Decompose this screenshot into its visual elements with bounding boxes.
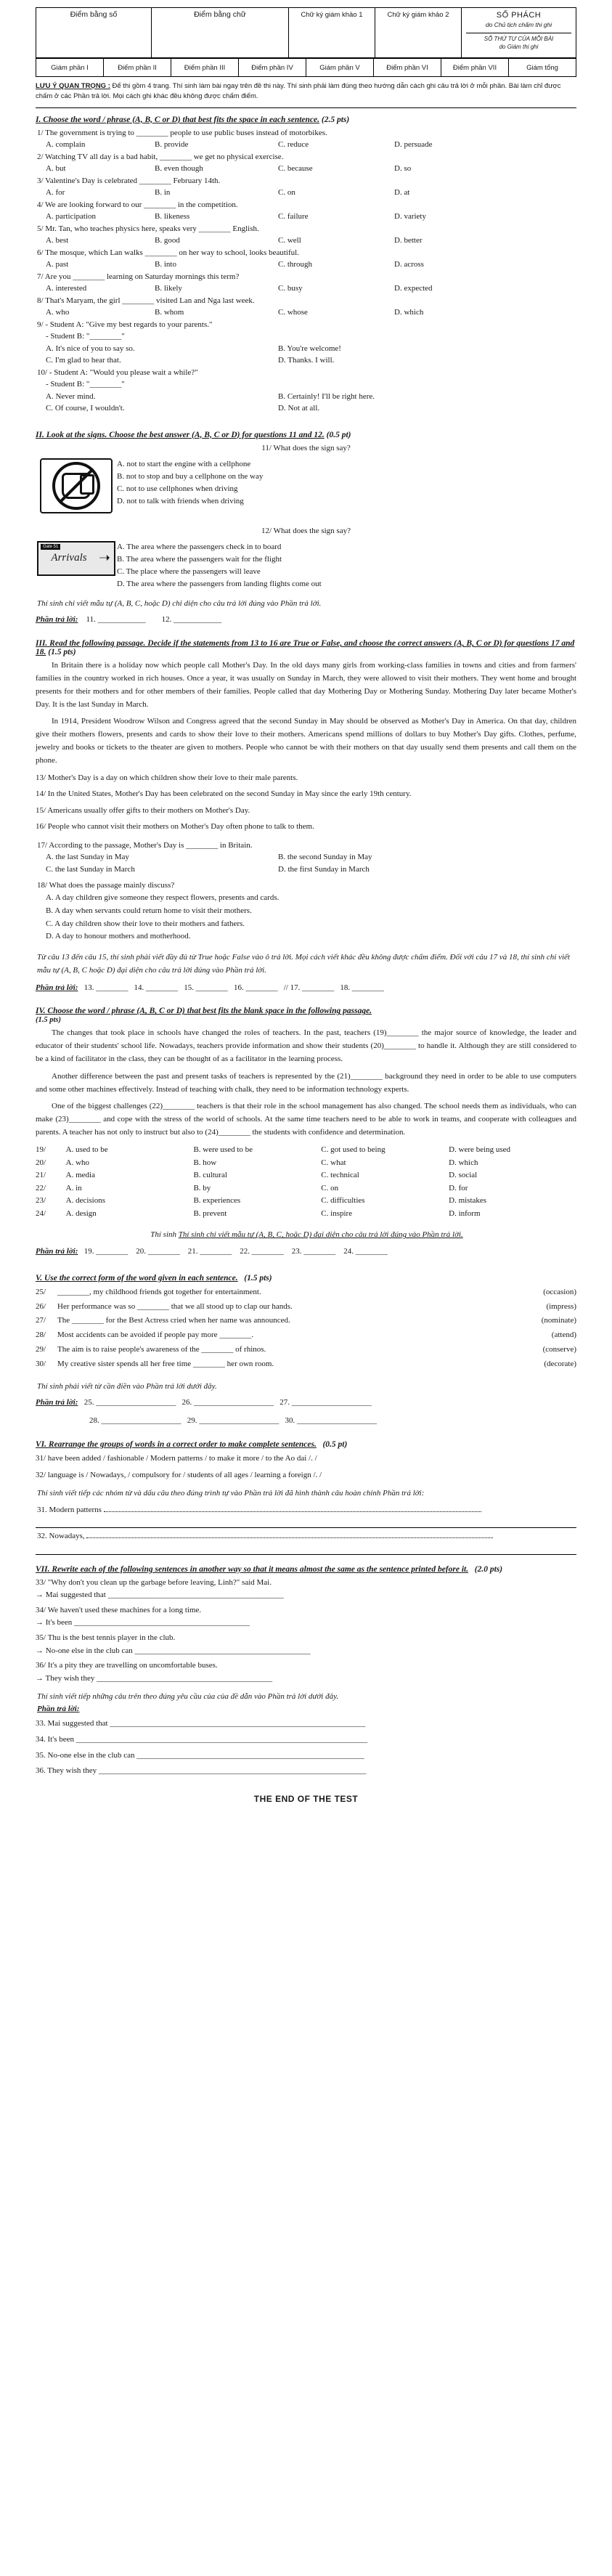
option-d[interactable]: D. better <box>394 236 423 245</box>
option-d[interactable]: D. Not at all. <box>278 404 320 413</box>
answer-30[interactable]: 30. ____________________ <box>285 1416 377 1426</box>
rewrite-item-33: 33/ "Why don't you clean up the garbage before leaving, Linh?" said Mai. <box>36 1577 272 1587</box>
section-2-points: (0.5 pt) <box>326 430 351 439</box>
answer-11[interactable]: 11. ____________ <box>86 615 146 625</box>
answer-28[interactable]: 28. ____________________ <box>89 1416 181 1426</box>
option-c[interactable]: C. the last Sunday in March <box>46 864 135 874</box>
section-6-heading: VI. Rearrange the groups of words in a correct order to make complete sentences. <box>36 1440 317 1450</box>
option-d[interactable]: D. Thanks. I will. <box>278 356 335 365</box>
answer-16[interactable]: 16. ________ <box>233 983 278 992</box>
option-a[interactable]: A. complain <box>46 140 86 150</box>
given-word: (occasion) <box>543 1287 576 1296</box>
option-b[interactable]: B. provide <box>155 140 189 150</box>
sentence: My creative sister spends all her free time ________ her own room. <box>57 1359 274 1368</box>
question-12-block <box>36 541 576 590</box>
question-9-options-row1 <box>36 343 576 355</box>
section-1-heading: I. Choose the word / phrase (A, B, C or D) that best fits the space in each sentence. <box>36 115 320 124</box>
given-word: (nominate) <box>541 1316 576 1325</box>
option-c[interactable]: C. technical <box>321 1171 359 1180</box>
score-header-table <box>36 7 576 58</box>
arrivals-sign-icon <box>36 541 117 576</box>
row-number: 27/ <box>36 1316 46 1325</box>
answer-blank-32[interactable] <box>86 1537 493 1538</box>
question-18-options <box>36 892 576 943</box>
question-4: 4/ We are looking forward to our ________ in the competition. <box>37 200 238 209</box>
option-a[interactable]: A. decisions <box>65 1196 106 1206</box>
statement-14[interactable]: 14/ In the United States, Mother's Day has been celebrated on the second Sunday in May since the early 19th century. <box>36 789 412 799</box>
answer-19[interactable]: 19. ________ <box>83 1246 128 1256</box>
option-a[interactable]: A. design <box>65 1208 97 1218</box>
question-11-text: 11/ What does the sign say? <box>261 443 351 452</box>
section-4-points: (1.5 pts) <box>36 1016 61 1025</box>
section-5-title <box>36 1274 576 1283</box>
answer-21[interactable]: 21. ________ <box>187 1246 232 1256</box>
option-d[interactable]: D. inform <box>449 1208 481 1218</box>
section-3-answer-row <box>36 980 576 996</box>
word-form-row-26 <box>36 1300 576 1315</box>
answer-label: Phần trả lời: <box>36 615 78 625</box>
option-d[interactable]: D. across <box>394 260 424 269</box>
statement-16[interactable]: 16/ People who cannot visit their mothers on Mother's Day often phone to talk to them. <box>36 822 314 832</box>
phach-title: SỐ PHÁCH <box>496 11 542 20</box>
section-7-answer-34[interactable]: 34. It's been _________________________________________________________________________ <box>36 1735 368 1744</box>
option-b[interactable]: B. The area where the passengers wait for the flight <box>117 554 282 564</box>
option-d[interactable]: D. mistakes <box>449 1196 487 1206</box>
section-2-title <box>36 431 576 439</box>
option-c[interactable]: C. A day children show their love to their mothers and fathers. <box>46 919 245 928</box>
question-8: 8/ That's Maryam, the girl ________ visited Lan and Nga last week. <box>37 296 255 305</box>
rewrite-item-35: 35/ Thu is the best tennis player in the club. <box>36 1633 176 1643</box>
score-cell-7: Điểm phần VII <box>441 59 509 77</box>
option-a[interactable]: A. Never mind. <box>46 391 96 401</box>
section-4-answer-row <box>36 1244 576 1259</box>
section-7-answer-label: Phần trả lời: <box>37 1704 80 1713</box>
question-18-text: 18/ What does the passage mainly discuss? <box>37 881 175 890</box>
option-b[interactable]: B. in <box>155 188 171 198</box>
answer-20[interactable]: 20. ________ <box>136 1246 180 1256</box>
row-number: 29/ <box>36 1345 46 1354</box>
score-words-cell <box>152 8 289 58</box>
option-c[interactable]: C. because <box>278 164 313 174</box>
option-c[interactable]: C. Of course, I wouldn't. <box>46 404 125 413</box>
page-inner <box>36 0 576 1804</box>
option-b[interactable]: B. whom <box>155 308 184 317</box>
no-phone-while-driving-icon <box>36 458 117 513</box>
option-a[interactable]: A. who <box>65 1158 90 1167</box>
option-b[interactable]: B. cultural <box>193 1171 227 1180</box>
option-a[interactable]: A. media <box>65 1171 95 1180</box>
given-word: (conserve) <box>542 1345 576 1354</box>
question-9-options-row2 <box>36 354 576 367</box>
answer-17[interactable]: // 17. ________ <box>283 983 335 992</box>
option-a[interactable]: A. used to be <box>65 1145 108 1154</box>
option-a[interactable]: A. best <box>46 236 69 245</box>
option-c[interactable]: C. what <box>321 1158 346 1167</box>
examiner2-signature-cell <box>375 8 462 58</box>
end-of-test-label: THE END OF THE TEST <box>253 1793 359 1804</box>
cloze-row-24 <box>36 1208 576 1221</box>
given-word: (impress) <box>546 1301 576 1311</box>
option-b[interactable]: B. the second Sunday in May <box>278 853 372 862</box>
answer-label: Phần trả lời: <box>36 1398 78 1407</box>
section-1-title <box>36 115 576 124</box>
section-6-title <box>36 1440 576 1449</box>
answer-13[interactable]: 13. ________ <box>83 983 128 992</box>
option-d[interactable]: D. so <box>394 164 412 174</box>
row-number: 20/ <box>36 1158 46 1167</box>
option-b[interactable]: B. even though <box>155 164 203 174</box>
cloze-paragraph-3: One of the biggest challenges (22)________ teachers is that their role in the school management has also changed. The school needs them as individuals, who can make (23)________ and cope with the stress of the world of schools. At the same time teachers need to be able to work in teams, and cooperate with colleagues and parents. A teacher has not only to instruct but also to (24)________ the students with confidence and determination. <box>36 1102 576 1137</box>
section-5-instruction: Thí sinh phải viết từ cần điền vào Phần trả lời dưới đây. <box>37 1381 217 1391</box>
note-title: LƯU Ý QUAN TRỌNG : <box>36 82 110 90</box>
option-b[interactable]: B. into <box>155 260 176 269</box>
passage-paragraph-2: In 1914, President Woodrow Wilson and Congress agreed that the second Sunday in May should be observed as Mother's Day in America. On that day, children give their mothers flowers, presents and cards to show their love to their mothers. Americans spend millions of dollars to buy Mother's Day gifts. Clothes, perfume, jewelry and books or tickets to the theater are given to mothers. People who cannot be with their mothers on that day usually send them presents and call them on the phone. <box>36 717 576 765</box>
answer-26[interactable]: 26. ____________________ <box>181 1398 274 1407</box>
phach-order-subtitle: do Giám thị ghi <box>499 43 539 50</box>
question-11-options <box>117 458 576 508</box>
answer-22[interactable]: 22. ________ <box>240 1246 284 1256</box>
sentence: Most accidents can be avoided if people pay more ________. <box>57 1330 254 1340</box>
section-3-instruction: Từ câu 13 đến câu 15, thí sinh phải viết đầy đủ từ True hoặc False vào ô trả lời. Mọi cách viết khác đều không được chấm điểm. Đối với câu 17 và 18, thí sinh chỉ viết mẫu tự (A, B, C hoặc D) đại diện cho câu trả lời đúng vào Phần trả lời. <box>37 953 570 975</box>
score-words-label: Điểm bằng chữ <box>194 10 246 19</box>
arrivals-sign-text: Arrivals <box>51 552 87 564</box>
question-10-sub: - Student B: "________" <box>46 380 125 389</box>
section-score-table <box>36 58 576 77</box>
answer-27[interactable]: 27. ____________________ <box>280 1398 372 1407</box>
cloze-row-19 <box>36 1144 576 1157</box>
word-form-row-25 <box>36 1285 576 1300</box>
option-a[interactable]: A. the last Sunday in May <box>46 853 129 862</box>
option-b[interactable]: B. were used to be <box>193 1145 253 1154</box>
section-6-points: (0.5 pt) <box>322 1440 348 1450</box>
question-12-options <box>117 541 576 590</box>
important-note <box>36 81 576 102</box>
answer-24[interactable]: 24. ________ <box>343 1246 388 1256</box>
statement-13[interactable]: 13/ Mother's Day is a day on which children show their love to their male parents. <box>36 773 298 782</box>
option-d[interactable]: D. A day to honour mothers and motherhood. <box>46 932 191 941</box>
answer-line-31b[interactable] <box>36 1518 576 1528</box>
question-3: 3/ Valentine's Day is celebrated ________ February 14th. <box>37 176 221 185</box>
option-d[interactable]: D. expected <box>394 284 433 293</box>
option-d[interactable]: D. The area where the passengers from landing flights come out <box>117 579 322 588</box>
option-d[interactable]: D. which <box>449 1158 478 1167</box>
option-b[interactable]: B. how <box>193 1158 217 1167</box>
answer-25[interactable]: 25. ____________________ <box>83 1398 176 1407</box>
option-c[interactable]: C. got used to being <box>321 1145 385 1154</box>
option-c[interactable]: C. on <box>321 1183 339 1192</box>
question-17-options-row1 <box>36 851 576 864</box>
word-form-row-28 <box>36 1328 576 1343</box>
rewrite-prompt-36[interactable]: → They wish they ____________________________________________ <box>36 1673 273 1683</box>
question-10-options-row2 <box>36 402 576 415</box>
word-form-row-27 <box>36 1314 576 1328</box>
option-d[interactable]: D. which <box>394 308 424 317</box>
row-number: 23/ <box>36 1196 46 1206</box>
answer-blank-31[interactable] <box>104 1511 481 1512</box>
note-body: Để thi gồm 4 trang. Thí sinh làm bài ngay trên đề thi này. Thí sinh phải làm đúng theo hướng dẫn cách ghi câu trả lời ở mỗi phần. Bài làm chỉ được chấm ở các Phần trả lời. Mọi cách ghi khác đều không được chấm điểm. <box>36 82 561 100</box>
option-b[interactable]: B. good <box>155 236 180 245</box>
phach-subtitle: do Chủ tịch chấm thi ghi <box>485 20 552 28</box>
question-8-options <box>36 306 576 319</box>
rewrite-item-36: 36/ It's a pity they are travelling on uncomfortable buses. <box>36 1661 218 1670</box>
row-number: 24/ <box>36 1208 46 1218</box>
sentence: The aim is to raise people's awareness of the ________ of rhinos. <box>57 1345 266 1354</box>
rewrite-prompt-35[interactable]: → No-one else in the club can ____________________________________________ <box>36 1646 311 1655</box>
question-17-text: 17/ According to the passage, Mother's Day is ________ in Britain. <box>37 840 253 850</box>
question-11-block <box>36 458 576 513</box>
option-a[interactable]: A. not to start the engine with a cellphone <box>117 459 251 468</box>
option-a[interactable]: A. It's nice of you to say so. <box>46 344 135 353</box>
question-17-options-row2 <box>36 864 576 876</box>
score-cell-8: Giám tổng <box>509 59 576 77</box>
option-a[interactable]: A. interested <box>46 284 87 293</box>
answer-23[interactable]: 23. ________ <box>291 1246 336 1256</box>
option-c[interactable]: C. busy <box>278 284 303 293</box>
question-9: 9/ - Student A: "Give my best regards to your parents." <box>37 320 213 329</box>
rewrite-item-34: 34/ We haven't used these machines for a long time. <box>36 1605 202 1614</box>
option-a[interactable]: A. but <box>46 164 66 174</box>
section-5-heading: V. Use the correct form of the word given in each sentence. <box>36 1273 238 1283</box>
answer-label: Phần trả lời: <box>36 983 78 992</box>
score-cell-3: Điểm phần III <box>171 59 239 77</box>
option-c[interactable]: C. on <box>278 188 295 198</box>
option-b[interactable]: B. Certainly! I'll be right here. <box>278 391 375 401</box>
section-1-points: (2.5 pts) <box>321 115 350 124</box>
phach-cell <box>462 8 576 58</box>
section-5-answer-row-1 <box>36 1395 576 1410</box>
section-3-title <box>36 639 576 657</box>
option-c[interactable]: C. The place where the passengers will leave <box>117 566 261 576</box>
option-b[interactable]: B. A day when servants could return home to visit their mothers. <box>46 906 252 915</box>
option-d[interactable]: D. the first Sunday in March <box>278 864 370 874</box>
cloze-row-21 <box>36 1169 576 1182</box>
section-5-answer-row-2 <box>36 1413 576 1429</box>
option-a[interactable]: A. for <box>46 188 65 198</box>
question-9-sub: - Student B: "________" <box>46 332 125 341</box>
question-6: 6/ The mosque, which Lan walks ________ on her way to school, looks beautiful. <box>37 248 299 257</box>
answer-12[interactable]: 12. ____________ <box>161 615 222 625</box>
section-3-heading: III. Read the following passage. Decide if the statements from 13 to 16 are True or False, and choose the correct answers (A, B, C or D) for questions 17 and 18. <box>36 639 575 657</box>
given-word: (decorate) <box>544 1359 576 1368</box>
option-c[interactable]: C. difficulties <box>321 1196 365 1206</box>
row-number: 22/ <box>36 1183 46 1192</box>
section-2-answer-row <box>36 612 576 627</box>
option-b[interactable]: B. You're welcome! <box>278 344 341 353</box>
cloze-row-23 <box>36 1195 576 1208</box>
word-form-row-30 <box>36 1357 576 1372</box>
option-c[interactable]: C. not to use cellphones when driving <box>117 484 238 493</box>
section-4-instruction: Thí sinh Thí sinh chỉ viết mẫu tự (A, B, C, hoặc D) đại diện cho câu trả lời đúng vào Phần trả lời. <box>150 1230 463 1240</box>
section-7-answer-35[interactable]: 35. No-one else in the club can _________________________________________________________ <box>36 1750 364 1760</box>
word-form-table <box>36 1285 576 1372</box>
question-2-options <box>36 163 576 175</box>
option-b[interactable]: B. not to stop and buy a cellphone on the way <box>117 471 264 481</box>
section-7-instruction: Thí sinh viết tiếp những câu trên theo đúng yêu cầu của của đề dẫn vào Phần trả lời dưới đây. <box>37 1692 339 1702</box>
passage-paragraph-1: In Britain there is a holiday now which people call Mother's Day. In the old days many girls from working-class families in towns and cities and from farmers' families in the country worked in rich houses. Once a year, it was usually on Sunday in March, they were allowed to visit their mothers. They went home and brought presents for their mothers and for other members of their families. People called that day Mothering Day or Mothering Sunday. Mothering Day later became Mother's Day. It is the last Sunday in March. <box>36 661 576 709</box>
section-3-points: (1.5 pts) <box>48 648 76 657</box>
sentence: Her performance was so ________ that we all stood up to clap our hands. <box>57 1301 293 1311</box>
option-c[interactable]: C. whose <box>278 308 308 317</box>
section-7-title <box>36 1565 576 1574</box>
option-d[interactable]: D. persuade <box>394 140 433 150</box>
option-a[interactable]: A. past <box>46 260 69 269</box>
row-number: 26/ <box>36 1301 46 1311</box>
row-number: 30/ <box>36 1359 46 1368</box>
word-form-row-29 <box>36 1343 576 1357</box>
question-1: 1/ The government is trying to ________ people to use public buses instead of motorbikes. <box>37 128 327 137</box>
section-4-heading: IV. Choose the word / phrase (A, B, C or D) that best fits the blank space in the following passage. <box>36 1007 372 1016</box>
examiner1-label: Chữ ký giám khảo 1 <box>301 11 363 19</box>
score-cell-6: Điểm phần VI <box>374 59 441 77</box>
phach-order-title: SỐ THỨ TỰ CỦA MỖI BÀI <box>484 36 554 43</box>
question-7: 7/ Are you ________ learning on Saturday mornings this term? <box>37 272 240 281</box>
answer-line-32b[interactable] <box>36 1545 576 1555</box>
rearrange-item-32: 32/ language is / Nowadays, / compulsory for / students of all ages / learning a foreign /. / <box>36 1470 322 1479</box>
section-6-answer-31[interactable]: 31. Modern patterns <box>36 1504 576 1516</box>
answer-18[interactable]: 18. ________ <box>340 983 384 992</box>
option-c[interactable]: C. inspire <box>321 1208 353 1218</box>
examiner1-signature-cell <box>289 8 375 58</box>
option-a[interactable]: A. in <box>65 1183 82 1192</box>
question-3-options <box>36 187 576 199</box>
section-7-points: (2.0 pts) <box>474 1564 503 1574</box>
option-d[interactable]: D. variety <box>394 212 426 222</box>
statement-15[interactable]: 15/ Americans usually offer gifts to their mothers on Mother's Day. <box>36 805 250 815</box>
question-7-options <box>36 283 576 295</box>
answer-29[interactable]: 29. ____________________ <box>187 1416 280 1426</box>
cloze-paragraph-2: Another difference between the past and present tasks of teachers is represented by the (21)________ background they need in order to be able to use computers and some other machines effectively. Instead of teaching with chalk, they need to be information technology experts. <box>36 1071 576 1094</box>
cloze-row-20 <box>36 1157 576 1170</box>
option-d[interactable]: D. were being used <box>449 1145 511 1154</box>
option-c[interactable]: C. I'm glad to hear that. <box>46 356 121 365</box>
answer-15[interactable]: 15. ________ <box>184 983 228 992</box>
rearrange-item-31: 31/ have been added / fashionable / Modern patterns / to make it more / to the Ao dai /. / <box>36 1454 317 1463</box>
question-6-options <box>36 259 576 271</box>
section-2-heading: II. Look at the signs. Choose the best answer (A, B, C or D) for questions 11 and 12. <box>36 430 325 439</box>
option-b[interactable]: B. likeness <box>155 212 190 222</box>
option-b[interactable]: B. experiences <box>193 1196 241 1206</box>
score-cell-2: Điểm phần II <box>104 59 171 77</box>
sentence: ________, my childhood friends got together for entertainment. <box>57 1287 261 1296</box>
option-a[interactable]: A. A day children give someone they respect flowers, presents and cards. <box>46 893 280 902</box>
answer-label: Phần trả lời: <box>36 1246 78 1256</box>
score-number-cell <box>36 8 152 58</box>
row-number: 21/ <box>36 1171 46 1180</box>
examiner2-label: Chữ ký giám khảo 2 <box>387 11 449 19</box>
section-7-answer-33[interactable]: 33. Mai suggested that ________________________________________________________________ <box>36 1719 366 1728</box>
option-c[interactable]: C. through <box>278 260 313 269</box>
section-6-instruction: Thí sinh viết tiếp các nhóm từ và dấu câu theo đúng trình tự vào Phần trả lời đã hình thành câu hoàn chỉnh Phần trả lời: <box>37 1489 425 1498</box>
answer-14[interactable]: 14. ________ <box>134 983 178 992</box>
section-6-answer-32[interactable]: 32. Nowadays, <box>36 1530 576 1543</box>
option-b[interactable]: B. by <box>193 1183 211 1192</box>
question-10: 10/ - Student A: "Would you please wait a while?" <box>37 367 198 377</box>
option-c[interactable]: C. failure <box>278 212 309 222</box>
option-b[interactable]: B. likely <box>155 284 182 293</box>
option-a[interactable]: A. who <box>46 308 70 317</box>
question-12-text: 12/ What does the sign say? <box>261 526 351 535</box>
cloze-row-22 <box>36 1182 576 1195</box>
score-cell-1: Giám phần I <box>36 59 104 77</box>
option-d[interactable]: D. social <box>449 1171 478 1180</box>
option-c[interactable]: C. reduce <box>278 140 309 150</box>
sentence: The ________ for the Best Actress cried when her name was announced. <box>57 1316 290 1325</box>
question-4-options <box>36 211 576 223</box>
score-number-label: Điểm bằng số <box>70 10 118 19</box>
option-a[interactable]: A. The area where the passengers check in to board <box>117 542 282 551</box>
option-d[interactable]: D. not to talk with friends when driving <box>117 496 244 505</box>
cloze-paragraph-1: The changes that took place in schools have changed the roles of teachers. In the past, teachers (19)________ the major source of knowledge, the leader and educator of their students' school life. Nowadays, teachers provide information and show their students (20)________ to handle it. Although they are still considered to be a kind of facilitator in the class, they can be thought of as a facilitator in the learning process. <box>36 1028 576 1064</box>
section-7-answer-36[interactable]: 36. They wish they ___________________________________________________________________ <box>36 1766 367 1776</box>
rewrite-prompt-33[interactable]: → Mai suggested that ____________________________________________ <box>36 1590 284 1600</box>
arrivals-gate-badge: Gate 51 <box>41 544 60 550</box>
score-cell-5: Giám phần V <box>306 59 374 77</box>
question-10-options-row1 <box>36 391 576 403</box>
question-5: 5/ Mr. Tan, who teaches physics here, speaks very ________ English. <box>37 224 259 233</box>
row-number: 25/ <box>36 1287 46 1296</box>
question-1-options <box>36 139 576 151</box>
phach-block <box>465 10 573 51</box>
right-arrow-icon: ➝ <box>99 550 110 566</box>
given-word: (attend) <box>551 1330 576 1340</box>
row-number: 19/ <box>36 1145 46 1154</box>
divider <box>36 107 576 108</box>
section-7-heading: VII. Rewrite each of the following sentences in another way so that it means almost the same as the sentence printed before it. <box>36 1564 469 1574</box>
question-5-options <box>36 235 576 247</box>
option-b[interactable]: B. prevent <box>193 1208 227 1218</box>
section-4-options-table <box>36 1144 576 1221</box>
question-2: 2/ Watching TV all day is a bad habit, ________ we get no physical exercise. <box>37 152 284 161</box>
row-number: 28/ <box>36 1330 46 1340</box>
rewrite-prompt-34[interactable]: → It's been ____________________________________________ <box>36 1618 250 1628</box>
section-4-title <box>36 1007 576 1024</box>
option-d[interactable]: D. for <box>449 1183 468 1192</box>
option-a[interactable]: A. participation <box>46 212 97 222</box>
option-d[interactable]: D. at <box>394 188 410 198</box>
section-5-points: (1.5 pts) <box>244 1273 272 1283</box>
section-2-instruction: Thí sinh chỉ viết mẫu tự (A, B, C, hoặc D) chỉ diện cho câu trả lời đúng vào Phần trả lời. <box>37 598 322 608</box>
option-c[interactable]: C. well <box>278 236 301 245</box>
score-cell-4: Điểm phần IV <box>239 59 306 77</box>
